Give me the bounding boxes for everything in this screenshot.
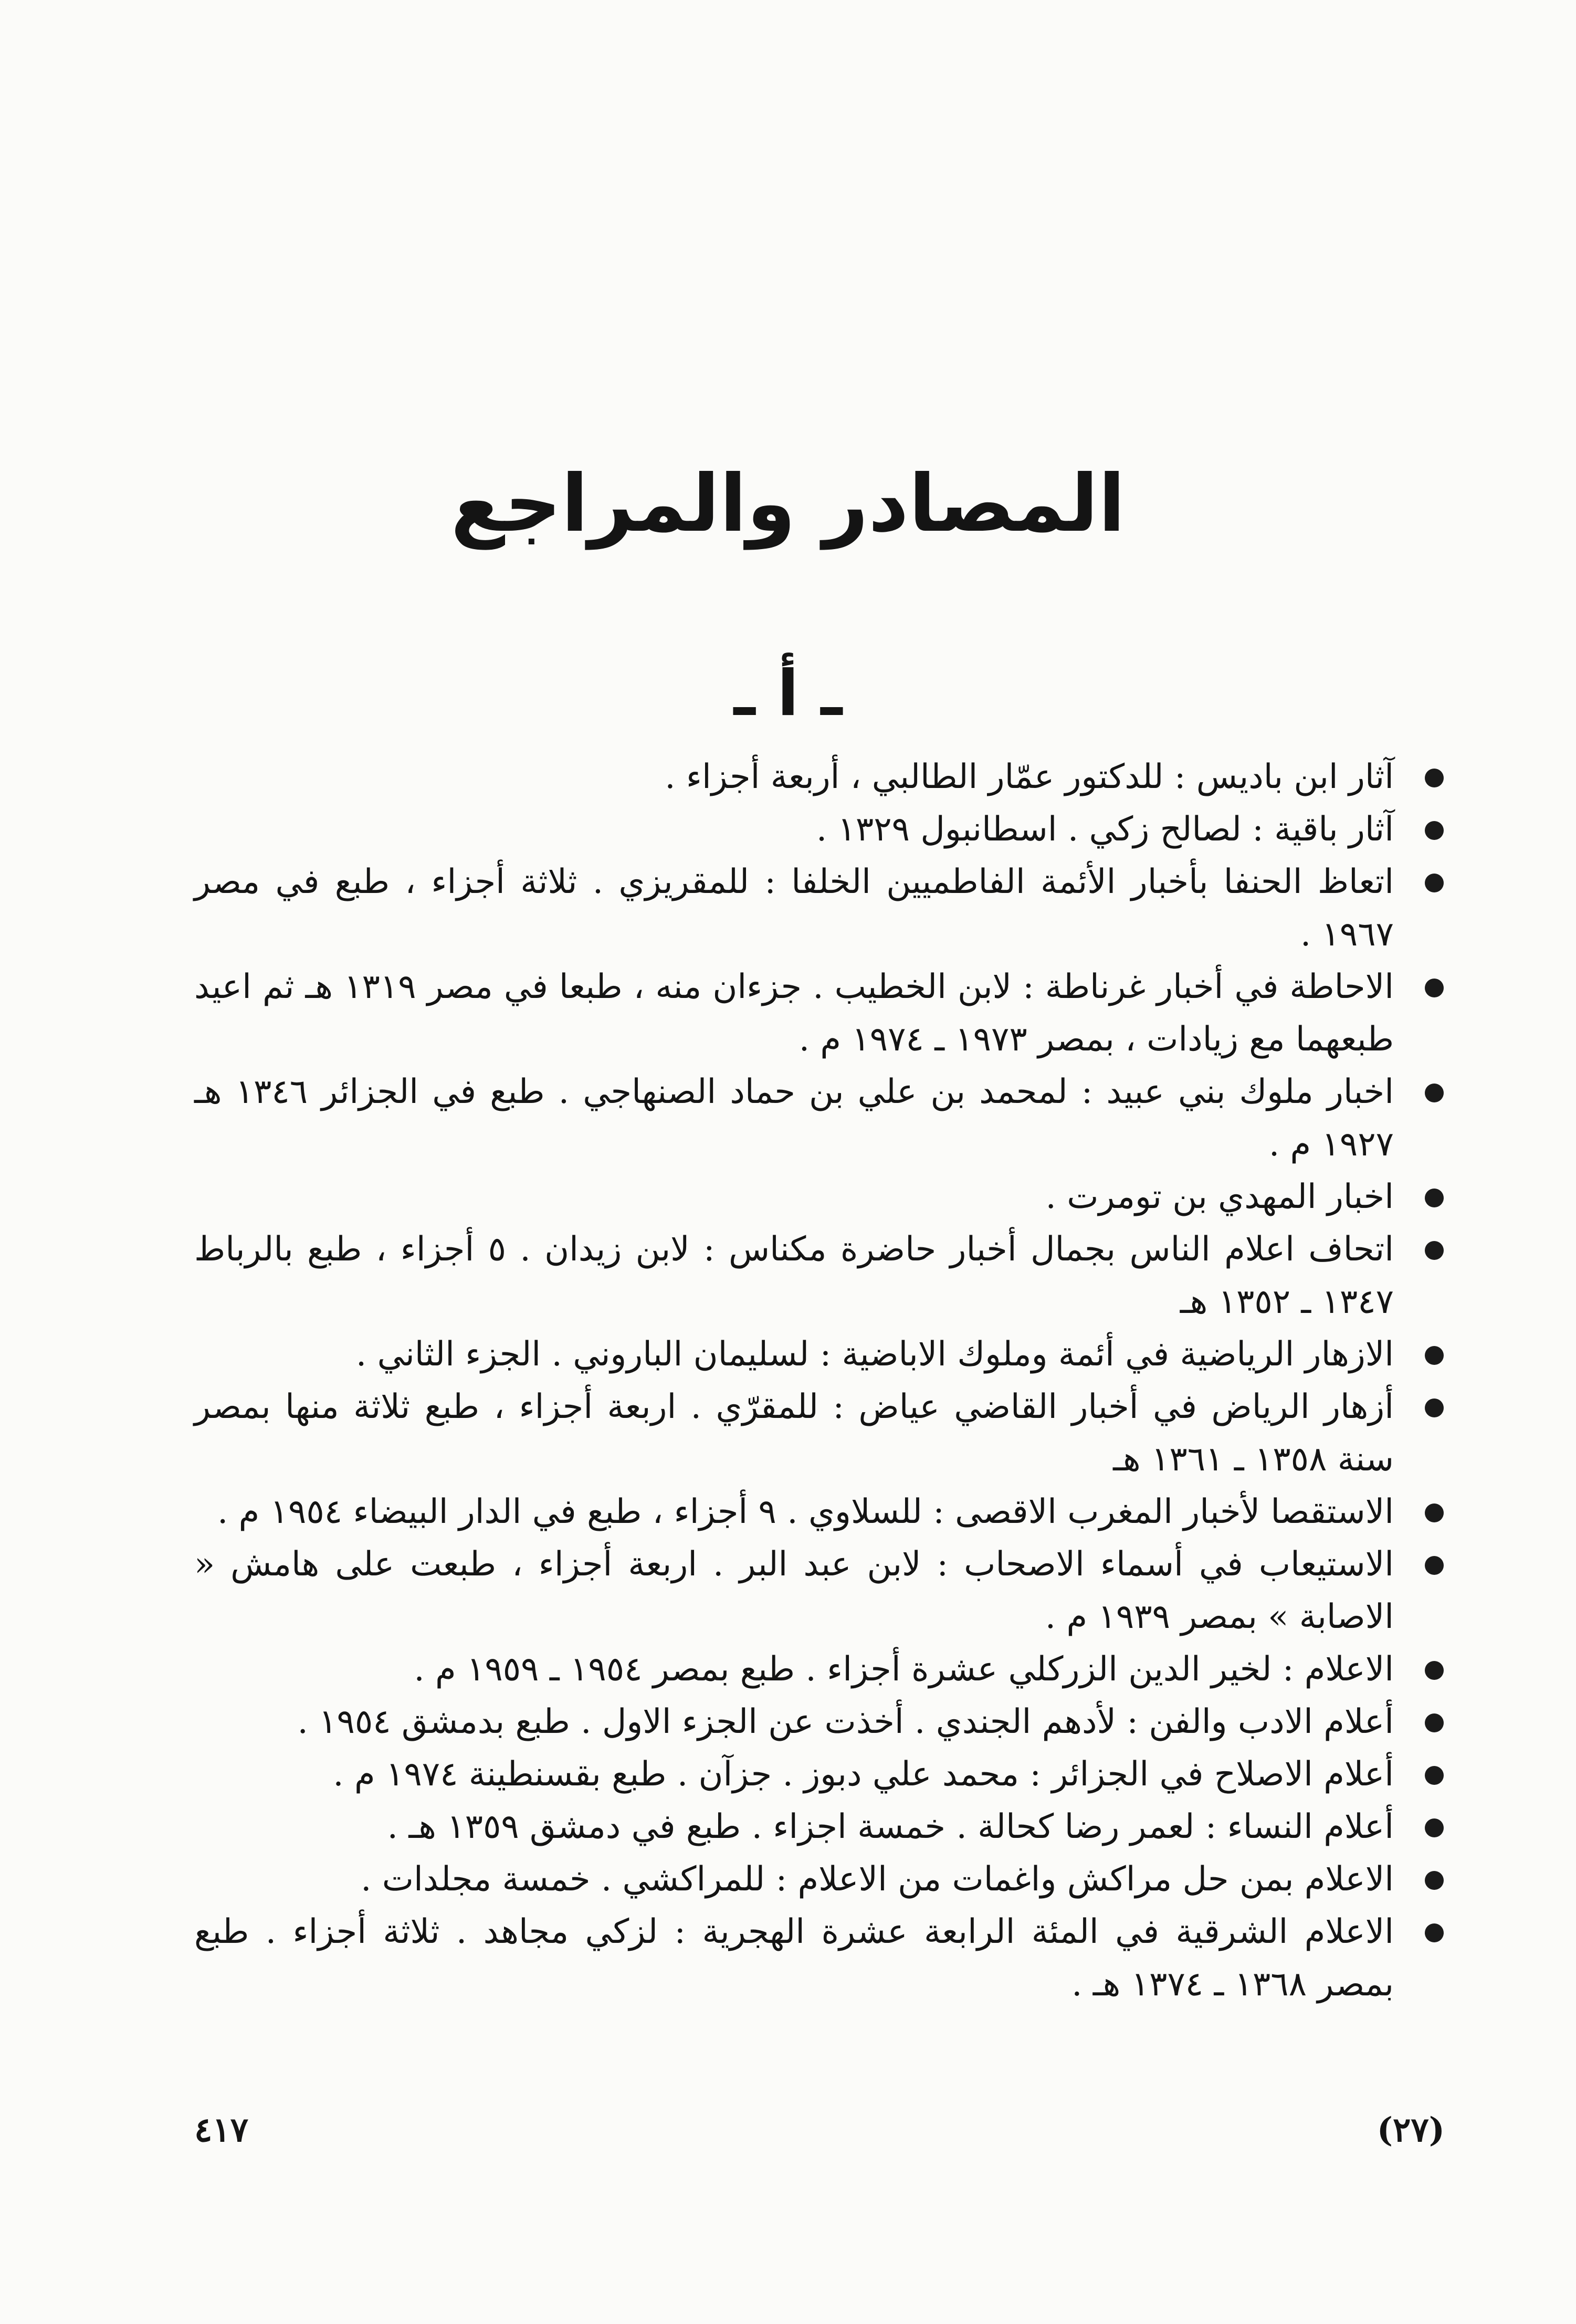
bibliography-entry xyxy=(194,1853,1444,1906)
bullet-icon xyxy=(1425,1346,1444,1365)
bullet-icon xyxy=(1425,1713,1444,1732)
bullet-icon xyxy=(1425,1556,1444,1575)
bibliography-entry xyxy=(194,1696,1444,1748)
entry-text: أزهار الرياض في أخبار القاضي عياض : للمقرّي . اربعة أجزاء ، طبع ثلاثة منها بمصر سنة ١٣٥٨ ـ ١٣٦١ هـ xyxy=(194,1387,1394,1479)
entry-text: آثار باقية : لصالح زكي . اسطانبول ١٣٢٩ . xyxy=(816,810,1394,849)
bibliography-entry xyxy=(194,961,1444,1066)
bibliography-entry xyxy=(194,1538,1444,1643)
entry-text: اتعاظ الحنفا بأخبار الأئمة الفاطميين الخلفا : للمقريزي . ثلاثة أجزاء ، طبع في مصر ١٩٦٧ . xyxy=(194,863,1394,954)
entry-text: الازهار الرياضية في أئمة وملوك الاباضية : لسليمان الباروني . الجزء الثاني . xyxy=(355,1335,1394,1374)
section-heading: ـ أ ـ xyxy=(733,657,843,730)
bibliography-entry xyxy=(194,1643,1444,1696)
bibliography-entry xyxy=(194,856,1444,961)
bibliography-entry xyxy=(194,1748,1444,1801)
bibliography-entry xyxy=(194,1486,1444,1538)
bibliography-entry xyxy=(194,1381,1444,1486)
bibliography-entry xyxy=(194,1801,1444,1853)
bullet-icon xyxy=(1425,1189,1444,1207)
bullet-icon xyxy=(1425,1503,1444,1522)
bibliography-entry xyxy=(194,1066,1444,1171)
bullet-icon xyxy=(1425,1398,1444,1417)
bibliography-entry xyxy=(194,1223,1444,1328)
entry-text: أعلام الادب والفن : لأدهم الجندي . أخذت عن الجزء الاول . طبع بدمشق ١٩٥٤ . xyxy=(297,1702,1394,1741)
entry-text: اتحاف اعلام الناس بجمال أخبار حاضرة مكناس : لابن زيدان . ٥ أجزاء ، طبع بالرباط ١٣٤٧ ـ ١٣٥٢ هـ xyxy=(194,1230,1394,1321)
bullet-icon xyxy=(1425,821,1444,840)
entry-text: الاستقصا لأخبار المغرب الاقصى : للسلاوي . ٩ أجزاء ، طبع في الدار البيضاء ١٩٥٤ م . xyxy=(217,1492,1394,1531)
entry-text: أعلام الاصلاح في الجزائر : محمد علي دبوز . جزآن . طبع بقسنطينة ١٩٧٤ م . xyxy=(333,1755,1394,1794)
bibliography-entry xyxy=(194,803,1444,856)
entry-text: اخبار ملوك بني عبيد : لمحمد بن علي بن حماد الصنهاجي . طبع في الجزائر ١٣٤٦ هـ ١٩٢٧ م . xyxy=(194,1072,1394,1164)
bullet-icon xyxy=(1425,1661,1444,1680)
bullet-icon xyxy=(1425,1241,1444,1260)
bullet-icon xyxy=(1425,1818,1444,1837)
bibliography-entry xyxy=(194,751,1444,803)
bullet-icon xyxy=(1425,769,1444,787)
bibliography-entry xyxy=(194,1171,1444,1223)
entry-text: الاعلام الشرقية في المئة الرابعة عشرة الهجرية : لزكي مجاهد . ثلاثة أجزاء . طبع بمصر ١٣٦٨ ـ ١٣٧٤ هـ . xyxy=(194,1912,1394,2004)
entry-text: آثار ابن باديس : للدكتور عمّار الطالبي ، أربعة أجزاء . xyxy=(665,758,1394,796)
page-title: المصادر والمراجع xyxy=(450,458,1126,550)
bullet-icon xyxy=(1425,1766,1444,1785)
bibliography-entry xyxy=(194,1906,1444,2011)
entry-text: اخبار المهدي بن تومرت . xyxy=(1045,1177,1394,1216)
entry-text: الاحاطة في أخبار غرناطة : لابن الخطيب . جزءان منه ، طبعا في مصر ١٣١٩ هـ ثم اعيد طبعهما مع زيادات ، بمصر ١٩٧٣ ـ ١٩٧٤ م . xyxy=(194,968,1394,1059)
sheet-number: (٢٧) xyxy=(1377,2110,1445,2150)
bullet-icon xyxy=(1425,1923,1444,1942)
entry-text: الاستيعاب في أسماء الاصحاب : لابن عبد البر . اربعة أجزاء ، طبعت على هامش « الاصابة » بمصر ١٩٣٩ م . xyxy=(194,1545,1394,1636)
entry-text: الاعلام : لخير الدين الزركلي عشرة أجزاء . طبع بمصر ١٩٥٤ ـ ١٩٥٩ م . xyxy=(414,1650,1394,1689)
bullet-icon xyxy=(1425,874,1444,892)
bullet-icon xyxy=(1425,1084,1444,1102)
bibliography-list xyxy=(194,751,1444,2011)
bullet-icon xyxy=(1425,979,1444,997)
bullet-icon xyxy=(1425,1871,1444,1890)
page-number: ٤١٧ xyxy=(194,2110,249,2150)
entry-text: الاعلام بمن حل مراكش واغمات من الاعلام : للمراكشي . خمسة مجلدات . xyxy=(361,1860,1394,1899)
entry-text: أعلام النساء : لعمر رضا كحالة . خمسة اجزاء . طبع في دمشق ١٣٥٩ هـ . xyxy=(387,1807,1394,1846)
bibliography-entry xyxy=(194,1328,1444,1381)
